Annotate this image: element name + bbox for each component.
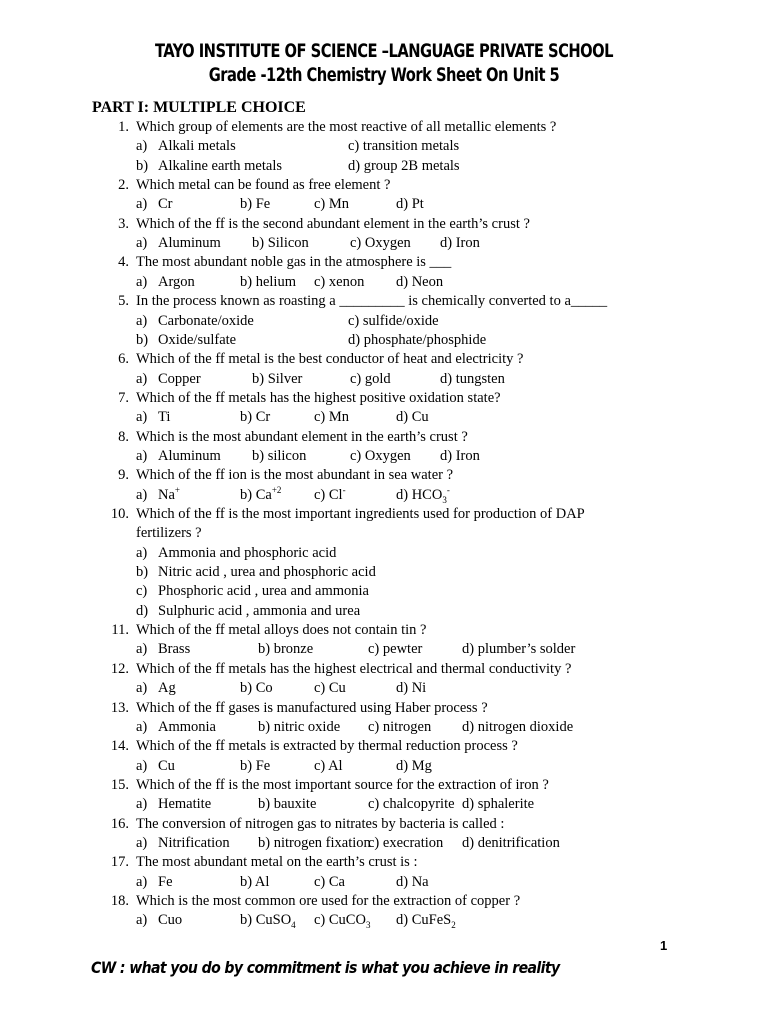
question-text: Which group of elements are the most reactive of all metallic elements ? [136,119,557,135]
question-number: 13. [110,699,129,716]
option-text: Aluminum [158,235,221,252]
question-text: Which of the ff is the most important source for the extraction of iron ? [136,776,549,793]
question-text: Which of the ff metal alloys does not contain tin ? [136,622,427,639]
option-text: b) $Ca^{+2}$ [240,484,282,503]
question-number: 14. [110,738,129,755]
option-text: d) Neon [396,273,444,290]
option-text: b) CuSO$_4$ [240,912,296,931]
option-letter: a) [136,834,148,851]
option-text: c) execration [368,834,444,851]
option-text: c) sulfide/oxide [348,312,439,329]
option-letter: a) [136,718,148,735]
option-text: Alkali metals [158,138,236,155]
option-text: Carbonate/oxide [158,312,254,329]
question-text: Which of the ff gases is manufactured using Haber process ? [136,699,488,716]
option-text: Alkaline earth metals [158,157,283,174]
option-text: c) Mn [314,409,350,426]
option-text: c) xenon [314,273,365,290]
option-text: c) gold [350,370,391,387]
option-text: Ag [158,680,176,697]
option-letter: a) [136,235,148,252]
option-text: c) CuCO$_3$ [314,912,371,931]
option-text: Ammonia [158,718,216,735]
option-text: Na+ [158,484,180,503]
option-text: d) phosphate/phosphide [348,331,487,348]
option-letter: b) [136,157,149,174]
option-letter: a) [136,370,148,387]
option-letter: a) [136,641,148,658]
option-text: b) nitrogen fixation [258,834,371,851]
question-number: 2. [118,177,129,194]
question-text: Which of the ff is the second abundant element in the earth’s crust ? [136,215,530,232]
option-letter: a) [136,486,148,503]
option-text: b) silicon [252,447,307,464]
question-text: In the process known as roasting a _________ is chemically converted to a_____ [136,293,608,310]
part-title: PART I: MULTIPLE CHOICE [92,99,306,116]
question-number: 8. [118,428,129,445]
option-letter: b) [136,564,149,581]
option-text: d) tungsten [440,370,505,387]
option-text: d) nitrogen dioxide [462,718,574,735]
question-number: 15. [110,776,129,793]
option-letter: a) [136,196,148,213]
option-text: c) Oxygen [350,447,411,464]
option-text: Cuo [158,912,183,929]
option-text: d) sphalerite [462,796,535,813]
option-letter: a) [136,680,148,697]
option-text: c) chalcopyrite [368,796,455,813]
option-text: b) Al [240,873,270,890]
option-text: d) Iron [440,447,480,464]
question-text: The conversion of nitrogen gas to nitrates by bacteria is called : [136,815,505,832]
question-text: Which of the ff is the most important ingredients used for production of DAP [136,506,585,522]
question-number: 3. [118,215,129,232]
option-text: b) Silver [252,370,303,387]
question-text: The most abundant metal on the earth’s crust is : [136,854,418,871]
option-text: Fe [158,873,173,890]
question-text: Which is the most abundant element in the earth’s crust ? [136,428,468,445]
option-text: b) bauxite [258,796,317,813]
option-letter: a) [136,757,148,774]
question-number: 1. [118,119,129,135]
option-text: Nitric acid , urea and phosphoric acid [158,564,376,581]
option-text: d) Pt [396,196,424,213]
question-text: Which of the ff metals has the highest electrical and thermal conductivity ? [136,660,572,677]
option-text: Sulphuric acid , ammonia and urea [158,602,361,619]
option-text: Phosphoric acid , urea and ammonia [158,583,369,600]
option-text: b) bronze [258,641,314,658]
option-text: Ammonia and phosphoric acid [158,544,337,561]
option-text: Hematite [158,796,212,813]
option-text: c) Mn [314,196,350,213]
question-number: 16. [110,815,129,832]
page-number: 1 [660,938,668,953]
option-text: Ti [158,409,171,426]
option-text: d) Cu [396,409,429,426]
option-text: d) Mg [396,757,432,774]
question-number: 10. [110,506,129,522]
option-text: d) CuFeS$_2$ [396,912,456,931]
question-text: The most abundant noble gas in the atmosphere is ___ [136,254,452,271]
question-text: Which of the ff ion is the most abundant in sea water ? [136,467,454,484]
option-letter: c) [136,583,148,600]
question-number: 9. [118,467,129,484]
option-text: Cu [158,757,175,774]
option-text: d) $HCO_3^-$ [396,484,450,505]
option-text: d) group 2B metals [348,157,460,174]
option-letter: a) [136,873,148,890]
question-number: 6. [118,351,129,368]
option-letter: a) [136,447,148,464]
option-letter: a) [136,312,148,329]
option-text: c) pewter [368,641,423,658]
question-number: 5. [118,293,129,310]
worksheet-title: Grade -12th Chemistry Work Sheet On Unit 5 [208,64,560,86]
question-number: 17. [110,854,129,871]
option-text: b) Silicon [252,235,309,252]
option-text: d) Na [396,873,429,890]
question-number: 7. [118,389,129,406]
option-letter: d) [136,602,149,619]
option-text: c) Al [314,757,343,774]
option-text: c) transition metals [348,138,460,155]
question-text: Which of the ff metal is the best conductor of heat and electricity ? [136,351,524,368]
option-letter: b) [136,331,149,348]
footer-motto: CW : what you do by commitment is what you achieve in reality [91,958,560,977]
option-text: Copper [158,370,201,387]
option-letter: a) [136,273,148,290]
question-number: 11. [111,622,129,639]
option-text: b) Fe [240,196,271,213]
question-text: Which of the ff metals is extracted by thermal reduction process ? [136,738,518,755]
question-text: fertilizers ? [136,525,202,542]
option-letter: a) [136,409,148,426]
question-number: 4. [118,254,129,271]
question-text: Which of the ff metals has the highest positive oxidation state? [136,389,501,406]
option-text: Brass [158,641,191,658]
option-text: d) plumber’s solder [462,641,576,658]
option-text: b) Co [240,680,273,697]
option-text: b) Fe [240,757,271,774]
option-text: Nitrification [158,834,230,851]
question-text: Which metal can be found as free element ? [136,177,391,194]
option-text: Cr [158,196,173,213]
question-number: 12. [110,660,129,677]
option-text: c) Cl- [314,484,346,503]
option-letter: a) [136,912,148,929]
option-text: b) helium [240,273,296,290]
option-text: b) nitric oxide [258,718,341,735]
option-text: d) denitrification [462,834,560,851]
option-text: c) Cu [314,680,346,697]
question-text: Which is the most common ore used for the extraction of copper ? [136,893,521,909]
option-text: d) Iron [440,235,480,252]
option-letter: a) [136,796,148,813]
option-text: c) nitrogen [368,718,432,735]
question-number: 18. [110,893,129,909]
option-text: Oxide/sulfate [158,331,237,348]
option-text: c) Oxygen [350,235,411,252]
option-letter: a) [136,138,148,155]
school-title: TAYO INSTITUTE OF SCIENCE –LANGUAGE PRIVATE SCHOOL [155,40,613,62]
option-text: b) Cr [240,409,271,426]
option-text: c) Ca [314,873,345,890]
option-text: Aluminum [158,447,221,464]
option-text: d) Ni [396,680,427,697]
option-letter: a) [136,544,148,561]
option-text: Argon [158,273,195,290]
